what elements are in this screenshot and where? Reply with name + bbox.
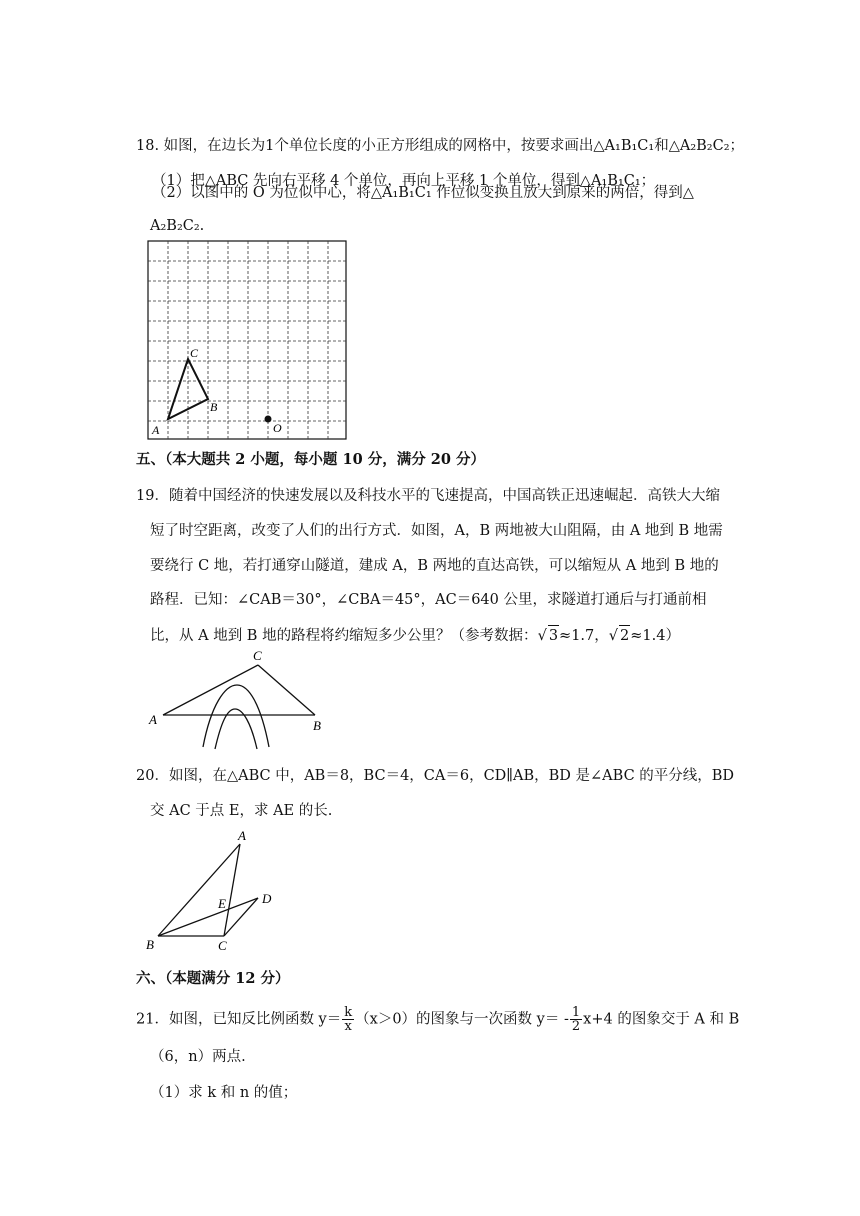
section6-heading: 六、（本题满分 12 分） bbox=[136, 970, 290, 987]
q19-line4: 路程．已知：∠CAB＝30°，∠CBA＝45°，AC＝640 公里，求隧道打通后与打通前相 bbox=[150, 592, 707, 608]
q18-part1: （1）把△ABC 先向右平移 4 个单位，再向上平移 1 个单位，得到△A₁B₁C₁； bbox=[152, 173, 656, 189]
q20-line1: 20．如图，在△ABC 中，AB＝8，BC＝4，CA＝6，CD∥AB，BD 是∠ABC 的平分线，BD bbox=[136, 768, 735, 784]
q18-label-C: C bbox=[190, 346, 199, 360]
q19-mountain-figure bbox=[145, 645, 340, 750]
q19-line5-b: ≈1.7， bbox=[559, 628, 609, 644]
q20-line2: 交 AC 于点 E，求 AE 的长. bbox=[150, 803, 333, 819]
q21-line2: （6，n）两点. bbox=[150, 1049, 246, 1065]
q21-line1-b: （x＞0）的图象与一次函数 y＝ - bbox=[355, 1011, 569, 1028]
q18-label-O: O bbox=[273, 421, 282, 435]
section5-heading: 五、（本大题共 2 小题，每小题 10 分，满分 20 分） bbox=[136, 451, 485, 468]
q20-label-B: B bbox=[146, 937, 154, 952]
q18-part2a: （2）以图中的 O 为位似中心，将△A₁B₁C₁ 作位似变换且放大到原来的两倍，得到△ bbox=[152, 185, 694, 201]
q18-intro: 18. 如图，在边长为1个单位长度的小正方形组成的网格中，按要求画出△A₁B₁C₁和△A₂B₂C₂； bbox=[136, 138, 745, 154]
q19-line5: 比，从 A 地到 B 地的路程将约缩短多少公里？（参考数据：√ 3≈1.7，√ 2≈1.4） bbox=[150, 625, 680, 646]
q19-line1: 19．随着中国经济的快速发展以及科技水平的飞速提高，中国高铁正迅速崛起．高铁大大缩 bbox=[136, 488, 720, 504]
q20-label-A: A bbox=[238, 828, 246, 843]
q20-label-E: E bbox=[218, 896, 226, 911]
q18-part2b: A₂B₂C₂. bbox=[150, 218, 205, 234]
q18-label-A: A bbox=[152, 423, 160, 437]
q19-line5-a: 比，从 A 地到 B 地的路程将约缩短多少公里？（参考数据： bbox=[150, 628, 538, 644]
q18-grid-figure bbox=[140, 238, 355, 443]
fraction-k-over-x: $\frac{k}{x}$ bbox=[344, 1005, 353, 1034]
q19-label-A: A bbox=[149, 712, 157, 727]
q19-line5-c: ≈1.4） bbox=[630, 628, 680, 644]
q18-label-B: B bbox=[210, 400, 218, 414]
fraction-one-half: $\frac{1}{2}$ bbox=[571, 1005, 581, 1034]
q19-line3: 要绕行 C 地，若打通穿山隧道，建成 A，B 两地的直达高铁，可以缩短从 A 地到 B 地的 bbox=[150, 558, 719, 574]
q21-line1-c: x+4 的图象交于 A 和 B bbox=[583, 1011, 740, 1028]
q21-line3: （1）求 k 和 n 的值； bbox=[150, 1085, 298, 1101]
q19-line2: 短了时空距离，改变了人们的出行方式．如图，A，B 两地被大山阻隔，由 A 地到 B 地需 bbox=[150, 523, 723, 539]
q20-label-C: C bbox=[218, 938, 227, 953]
q21-line1-a: 21．如图，已知反比例函数 y＝ bbox=[136, 1011, 342, 1028]
q21-line1 bbox=[136, 1006, 739, 1033]
q19-label-C: C bbox=[253, 648, 262, 663]
sqrt2: 2 bbox=[619, 625, 630, 646]
sqrt3: 3 bbox=[548, 625, 559, 646]
q19-label-B: B bbox=[313, 718, 321, 733]
q20-triangle-figure bbox=[140, 826, 290, 956]
q20-label-D: D bbox=[262, 891, 272, 906]
